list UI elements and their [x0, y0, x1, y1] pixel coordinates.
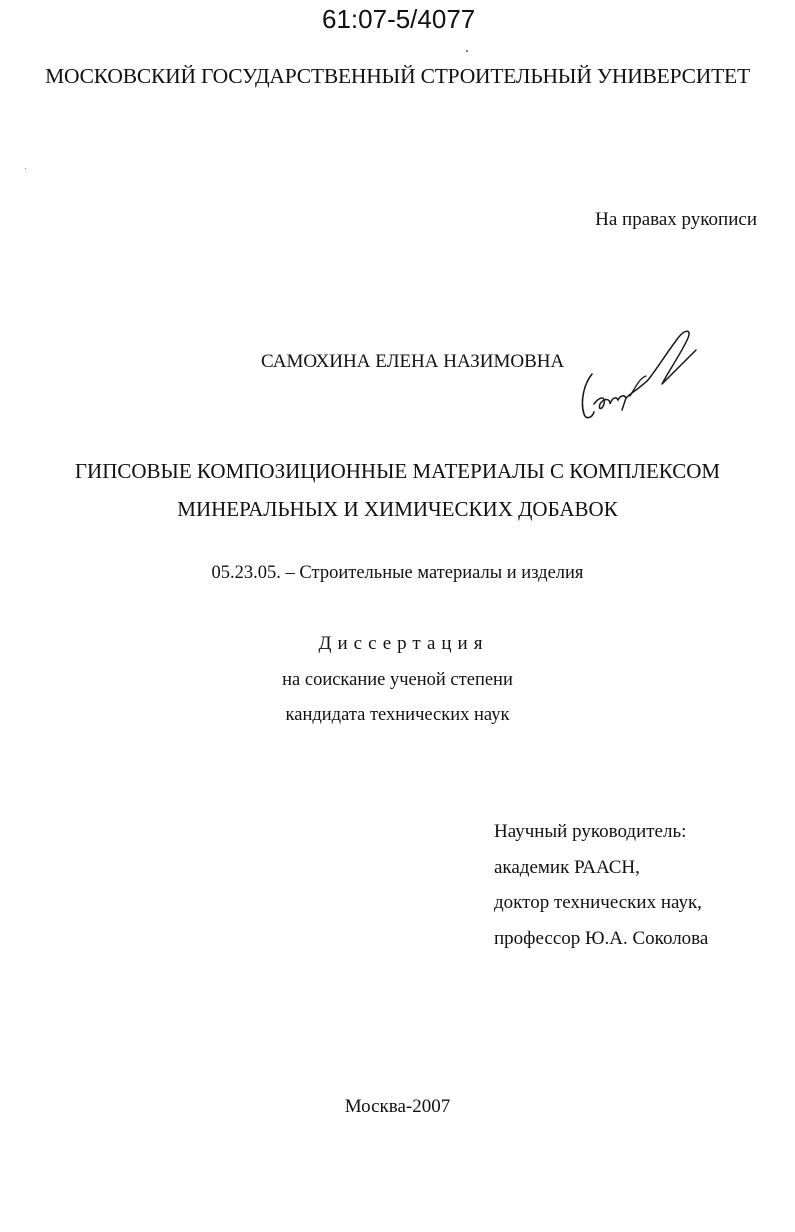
- author-name: САМОХИНА ЕЛЕНА НАЗИМОВНА: [261, 351, 565, 372]
- city-year: Москва-2007: [344, 1096, 451, 1117]
- dissertation-title: [0, 452, 795, 528]
- title-line: ГИПСОВЫЕ КОМПОЗИЦИОННЫЕ МАТЕРИАЛЫ С КОМПЛЕКСОМ: [74, 459, 721, 483]
- document-type: Диссертация: [318, 633, 489, 654]
- title-line: МИНЕРАЛЬНЫХ И ХИМИЧЕСКИХ ДОБАВОК: [177, 497, 618, 521]
- rights-notice: На правах рукописи: [595, 209, 757, 230]
- scan-speck: [466, 50, 468, 52]
- degree-line: на соискание ученой степени: [282, 670, 513, 690]
- supervisor-degree: доктор технических наук,: [494, 892, 702, 913]
- university-name: МОСКОВСКИЙ ГОСУДАРСТВЕННЫЙ СТРОИТЕЛЬНЫЙ УНИВЕРСИТЕТ: [45, 64, 750, 88]
- specialty-code: 05.23.05. – Строительные материалы и изделия: [211, 563, 584, 583]
- supervisor-title: академик РААСН,: [494, 856, 640, 878]
- catalog-number: 61:07-5/4077: [322, 4, 476, 34]
- supervisor-name: профессор Ю.А. Соколова: [494, 927, 709, 949]
- supervisor-label: Научный руководитель:: [494, 821, 687, 842]
- scan-speck: [25, 168, 26, 169]
- signature-image: [570, 326, 710, 426]
- degree-line: кандидата технических наук: [285, 705, 510, 725]
- supervisor-block: [494, 814, 708, 956]
